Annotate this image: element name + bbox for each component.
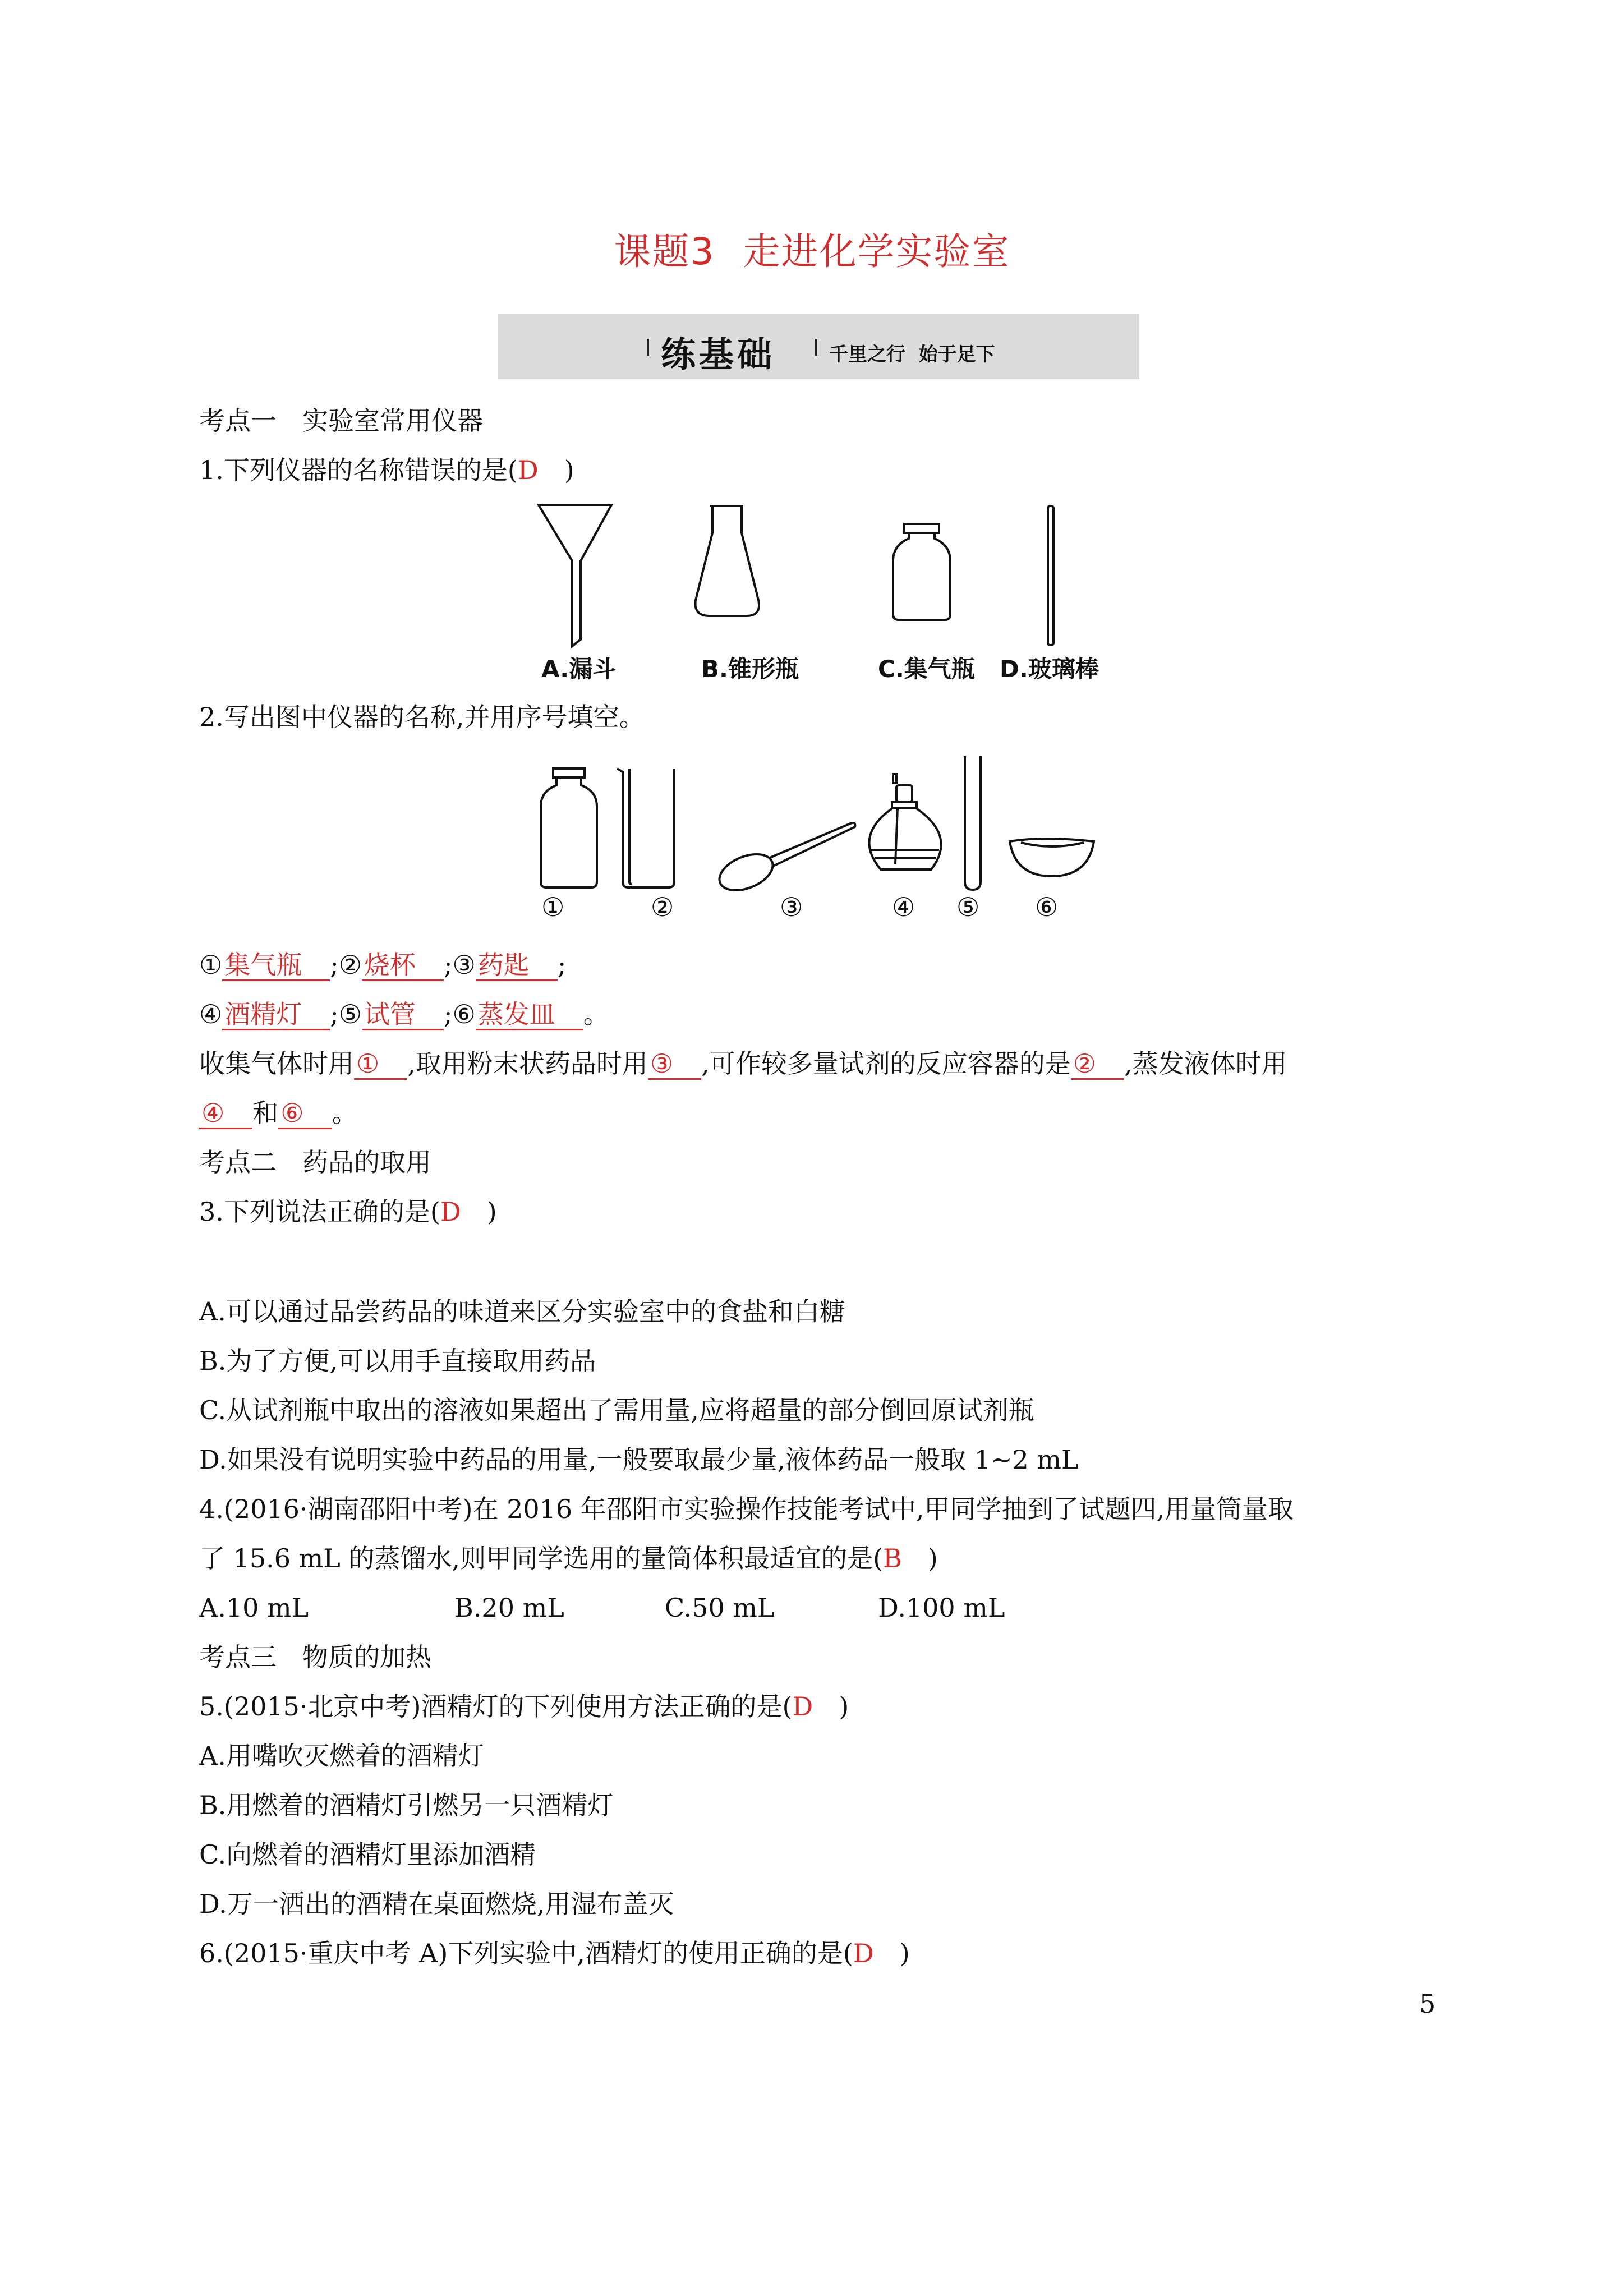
q2-blank-5: ⑥ (278, 1098, 332, 1129)
q2-blank-1: ① (354, 1049, 407, 1080)
q2-number-5: ⑤ (956, 892, 980, 922)
question-2: 2.写出图中仪器的名称,并用序号填空。 (199, 702, 645, 732)
q1-caption-b: B.锥形瓶 (701, 655, 799, 683)
alcohol-lamp-icon (869, 774, 941, 869)
q5-answer: D (792, 1691, 813, 1722)
q2-answer-4: 酒精灯 (222, 1000, 330, 1030)
q1-caption-a: A.漏斗 (541, 655, 617, 683)
q4-option-c: C.50 mL (665, 1593, 775, 1623)
q5-option-a: A.用嘴吹灭燃着的酒精灯 (199, 1741, 484, 1771)
q2-label-6: ⑥ (452, 999, 476, 1029)
q5-close: ) (839, 1691, 849, 1722)
section-banner (498, 314, 1139, 379)
section-heading: 考点一 实验室常用仪器 (199, 406, 483, 436)
q2-label-4: ④ (199, 999, 223, 1029)
spoon-icon (714, 823, 855, 898)
q5-stem: 5.(2015·北京中考)酒精灯的下列使用方法正确的是( (199, 1691, 793, 1722)
section-heading: 考点二 药品的取用 (199, 1147, 431, 1177)
conical-flask-icon (696, 506, 760, 616)
q2-label-2: ② (338, 950, 362, 980)
q2-number-4: ④ (892, 892, 915, 922)
q2-label-1: ① (199, 950, 223, 980)
q2-number-1: ① (541, 892, 565, 922)
section-heading: 考点三 物质的加热 (199, 1642, 431, 1672)
q1-caption-c: C.集气瓶 (878, 655, 975, 683)
q2-blank-3: ② (1071, 1049, 1124, 1080)
banner-divider (647, 339, 649, 356)
question-1 (199, 453, 574, 487)
q4-close: ) (927, 1543, 938, 1573)
q2-fill-line-1 (199, 1047, 1287, 1080)
q1-caption-d: D.玻璃棒 (1000, 655, 1099, 683)
q3-option-c: C.从试剂瓶中取出的溶液如果超出了需用量,应将超量的部分倒回原试剂瓶 (199, 1395, 1034, 1425)
page-title (0, 222, 1624, 275)
beaker-icon (617, 769, 674, 887)
lesson-label: 课题3 (614, 230, 715, 273)
q5-option-d: D.万一洒出的酒精在桌面燃烧,用湿布盖灭 (199, 1889, 674, 1919)
q2-blank-2: ③ (648, 1049, 701, 1080)
glass-rod-icon (1048, 506, 1053, 645)
q1-stem: 1.下列仪器的名称错误的是( (199, 455, 518, 485)
funnel-icon (539, 505, 611, 646)
banner-divider (815, 339, 817, 356)
gas-bottle-icon (541, 769, 597, 887)
q2-names-row-1: ①集气瓶 ;②烧杯 ;③药匙 ; (199, 950, 567, 980)
q3-option-d: D.如果没有说明实验中药品的用量,一般要取最少量,液体药品一般取 1~2 mL (199, 1444, 1079, 1475)
q5-option-c: C.向燃着的酒精灯里添加酒精 (199, 1839, 536, 1870)
q2-number-6: ⑥ (1035, 892, 1059, 922)
q2-answer-6: 蒸发皿 (476, 1000, 583, 1030)
q2-label-5: ⑤ (338, 999, 362, 1029)
q3-option-b: B.为了方便,可以用手直接取用药品 (199, 1346, 596, 1376)
question-5 (199, 1690, 849, 1723)
q2-answer-1: 集气瓶 (222, 950, 330, 981)
q2-text: 收集气体时用 (199, 1048, 354, 1079)
q1-apparatus-figure (527, 499, 1133, 662)
banner-sub: 千里之行 始于足下 (829, 343, 995, 366)
question-4-line-1: 4.(2016·湖南邵阳中考)在 2016 年邵阳市实验操作技能考试中,甲同学抽到了试题四,用量筒量取 (199, 1494, 1294, 1524)
q3-close: ) (486, 1197, 497, 1227)
q4-option-a: A.10 mL (199, 1593, 309, 1623)
q2-label-3: ③ (452, 950, 476, 980)
q6-answer: D (853, 1938, 874, 1968)
q2-text: ,可作较多量试剂的反应容器的是 (701, 1048, 1071, 1079)
q3-answer: D (440, 1197, 461, 1227)
q2-text: ,蒸发液体时用 (1124, 1048, 1287, 1079)
q6-close: ) (899, 1938, 910, 1968)
q2-names-row-2: ④酒精灯 ;⑤试管 ;⑥蒸发皿 。 (199, 999, 609, 1029)
q1-close: ) (564, 455, 574, 485)
question-4-line-2 (199, 1542, 938, 1575)
q3-option-a: A.可以通过品尝药品的味道来区分实验室中的食盐和白糖 (199, 1296, 845, 1327)
q1-answer: D (517, 455, 539, 485)
q6-stem: 6.(2015·重庆中考 A)下列实验中,酒精灯的使用正确的是( (199, 1938, 853, 1968)
q3-stem: 3.下列说法正确的是( (199, 1197, 440, 1227)
question-6 (199, 1936, 910, 1970)
gas-bottle-icon (893, 524, 950, 620)
q2-text: 和 (252, 1098, 279, 1128)
q2-number-2: ② (651, 892, 674, 922)
test-tube-icon (965, 756, 981, 890)
q5-option-b: B.用燃着的酒精灯引燃另一只酒精灯 (199, 1790, 614, 1820)
q2-blank-4: ④ (199, 1098, 252, 1129)
q2-text: 。 (332, 1098, 358, 1128)
q4-option-b: B.20 mL (454, 1593, 564, 1623)
question-3 (199, 1195, 497, 1228)
q2-answer-5: 试管 (362, 1000, 444, 1030)
lesson-name: 走进化学实验室 (743, 230, 1010, 273)
evaporating-dish-icon (1010, 839, 1094, 876)
banner-main: 练基础 (661, 334, 776, 375)
q2-answer-3: 药匙 (476, 950, 558, 981)
q4-answer: B (883, 1543, 902, 1573)
q4-option-d: D.100 mL (878, 1593, 1005, 1623)
page-number: 5 (1419, 1989, 1436, 2019)
q2-number-3: ③ (780, 892, 803, 922)
q4-stem: 了 15.6 mL 的蒸馏水,则甲同学选用的量筒体积最适宜的是( (199, 1543, 884, 1573)
q2-fill-line-2 (199, 1096, 358, 1130)
q2-answer-2: 烧杯 (362, 950, 444, 981)
q2-text: ,取用粉末状药品时用 (407, 1048, 648, 1079)
q2-apparatus-figure (539, 752, 1111, 898)
